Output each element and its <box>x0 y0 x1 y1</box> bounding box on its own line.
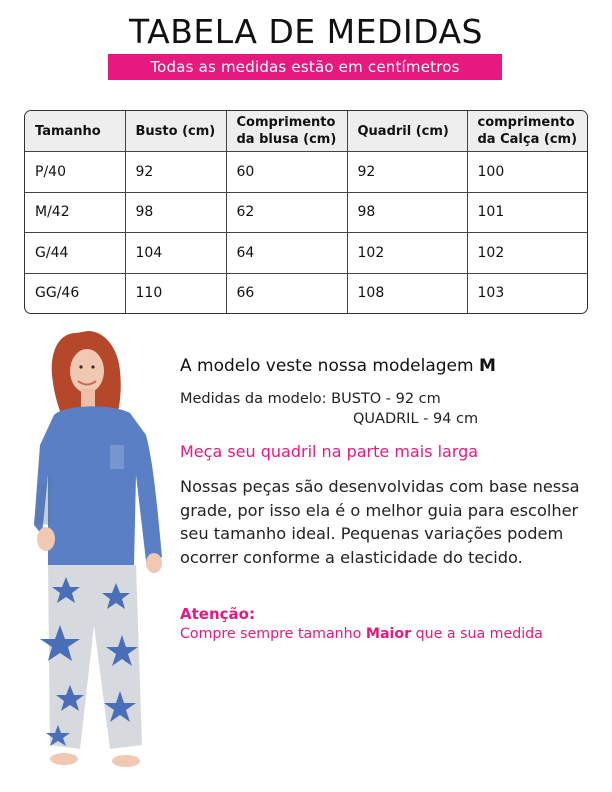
model-measures-bust: Medidas da modelo: BUSTO - 92 cm <box>180 391 441 407</box>
size-recommendation-suffix: que a sua medida <box>411 626 543 642</box>
model-size-value: M <box>478 356 496 376</box>
table-cell: 98 <box>347 192 467 233</box>
attention-label: Atenção: <box>180 605 255 623</box>
table-cell: P/40 <box>25 152 125 193</box>
model-size-statement <box>180 356 496 376</box>
table-header-row <box>25 111 587 152</box>
table-cell: M/42 <box>25 192 125 233</box>
table-cell: 60 <box>226 152 347 193</box>
model-measures-hip: QUADRIL - 94 cm <box>353 411 479 427</box>
column-header: Busto (cm) <box>125 111 226 152</box>
size-table-container <box>24 110 588 314</box>
table-cell: 110 <box>125 273 226 313</box>
page-title: TABELA DE MEDIDAS <box>129 12 483 51</box>
table-cell: 104 <box>125 233 226 274</box>
table-cell: 102 <box>467 233 587 274</box>
table-cell: 103 <box>477 285 505 302</box>
column-header: Tamanho <box>25 111 125 152</box>
size-recommendation-prefix: Compre sempre tamanho <box>180 626 366 642</box>
table-row <box>25 273 587 313</box>
column-header: Comprimento da blusa (cm) <box>226 111 347 152</box>
model-size-prefix: A modelo veste nossa modelagem <box>180 356 479 376</box>
table-cell: GG/46 <box>25 273 125 313</box>
table-row <box>25 192 587 233</box>
column-header: Quadril (cm) <box>347 111 467 152</box>
hip-measure-tip: Meça seu quadril na parte mais larga <box>180 442 479 461</box>
table-cell: 62 <box>226 192 347 233</box>
table-cell: 66 <box>226 273 347 313</box>
subtitle-banner: Todas as medidas estão em centímetros <box>108 54 502 80</box>
table-cell: 101 <box>467 192 587 233</box>
table-body <box>25 152 587 314</box>
table-cell: 92 <box>347 152 467 193</box>
table-cell: G/44 <box>25 233 125 274</box>
table-cell: 108 <box>347 273 467 313</box>
table-cell: 102 <box>347 233 467 274</box>
size-recommendation <box>180 626 543 642</box>
size-table <box>25 111 587 313</box>
table-row <box>25 152 587 193</box>
table-cell: 98 <box>125 192 226 233</box>
table-cell: 92 <box>125 152 226 193</box>
table-cell: 64 <box>226 233 347 274</box>
table-row <box>25 233 587 274</box>
size-recommendation-bold: Maior <box>365 626 412 642</box>
sizing-explanation: Nossas peças são desenvolvidas com base nessa grade, por isso ela é o melhor guia para escolher seu tamanho ideal. Pequenas variações podem ocorrer conforme a elasticidade do tecido. <box>180 477 580 567</box>
model-photo-illustration <box>30 325 170 780</box>
column-header: comprimento da Calça (cm) <box>467 111 587 152</box>
table-cell: 100 <box>467 152 587 193</box>
